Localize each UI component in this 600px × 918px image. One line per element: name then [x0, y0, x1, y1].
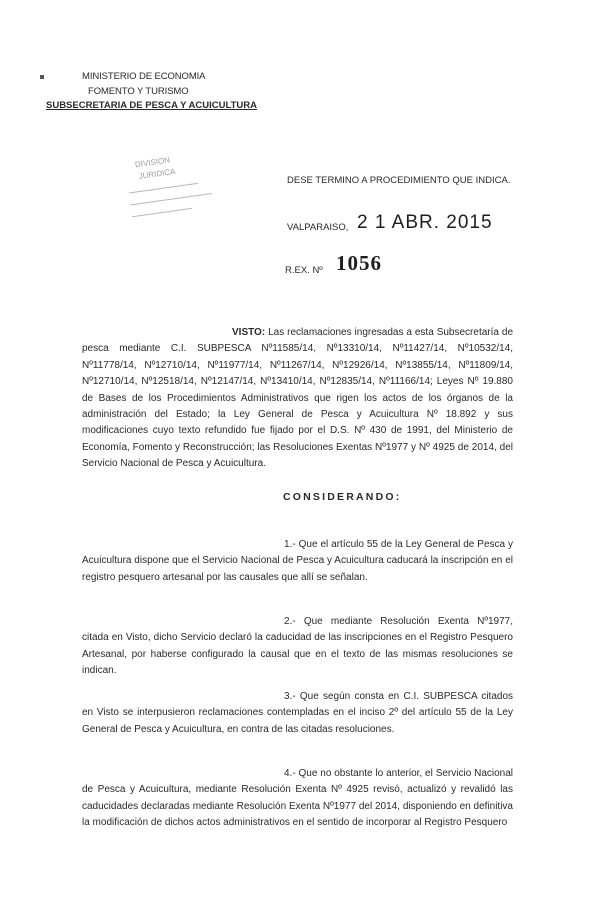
visto-paragraph [82, 325, 513, 473]
stamp-rule [129, 183, 198, 194]
item-number: 3.- [284, 691, 296, 702]
item-text: Que el artículo 55 de la Ley General de Pesca y Acuicultura dispone que el Servicio Nacional de Pesca y Acuicultura caducará la inscripción en el registro pesquero artesanal por las causales que allí se señalan. [82, 539, 514, 583]
resolution-number: 1056 [336, 251, 382, 275]
item-text: Que no obstante lo anterior, el Servicio Nacional de Pesca y Acuicultura, mediante Resolución Exenta Nº 4925 revisó, actualizó y revalidó las caducidades declaradas mediante Resolución Exenta Nº1977 del 2014, disponiendo en definitiva la modificación de dichos actos administrativos en el sentido de incorporar al Registro Pesquero [82, 768, 514, 829]
item-text: Que según consta en C.I. SUBPESCA citados en Visto se interpusieron reclamaciones contempladas en el inciso 2º del artículo 55 de la Ley General de Pesca y Acuicultura, en contra de las citadas resoluciones. [82, 691, 514, 735]
considerando-heading: CONSIDERANDO: [283, 491, 402, 503]
stamp-line-1: DIVISION [134, 155, 171, 170]
item-number: 1.- [284, 539, 296, 550]
visto-text: Las reclamaciones ingresadas a esta Subsecretaría de pesca mediante C.I. SUBPESCA Nº11585/14, Nº13310/14, Nº11427/14, Nº10532/14, Nº11778/14, Nº12710/14, Nº11977/14, Nº11267/14, Nº12926/14, Nº13855/14, Nº11809/14, Nº12710/14, Nº12518/14, Nº12147/14, Nº13410/14, Nº12835/14, Nº11166/14; Leyes Nº 19.880 de Bases de los Procedimientos Administrativos que rigen los actos de los órganos de la administración del Estado; la Ley General de Pesca y Acuicultura Nº 18.892 y sus modificaciones cuyo texto refundido fue fijado por el D.S. Nº 430 de 1991, del Ministerio de Economía, Fomento y Reconstrucción; las Resoluciones Exentas Nº1977 y Nº 4925 de 2014, del Servicio Nacional de Pesca y Acuicultura. [82, 327, 514, 470]
considerando-item-1 [82, 537, 513, 586]
visto-label: VISTO: [232, 327, 266, 338]
document-subject: DESE TERMINO A PROCEDIMIENTO QUE INDICA. [287, 175, 511, 186]
resolution-label: R.EX. Nº [285, 265, 323, 276]
item-number: 2.- [284, 616, 296, 627]
considerando-item-4 [82, 766, 513, 832]
considerando-item-3 [82, 689, 513, 738]
place-label: VALPARAISO, [287, 222, 349, 233]
division-stamp [115, 135, 235, 232]
margin-mark [40, 75, 44, 79]
item-number: 4.- [284, 768, 296, 779]
ministry-fomento: FOMENTO Y TURISMO [88, 86, 189, 97]
ministry-name: MINISTERIO DE ECONOMIA [82, 71, 206, 82]
subsecretaria-name: SUBSECRETARIA DE PESCA Y ACUICULTURA [46, 100, 257, 111]
stamp-rule [132, 208, 192, 217]
document-date: 2 1 ABR. 2015 [357, 212, 493, 233]
stamp-rule [131, 193, 212, 205]
considerando-item-2 [82, 614, 513, 680]
item-text: Que mediante Resolución Exenta Nº1977, citada en Visto, dicho Servicio declaró la caducidad de las inscripciones en el Registro Pesquero Artesanal, por haberse configurado la causal que en el texto de las mismas resoluciones se indican. [82, 616, 514, 677]
stamp-line-2: JURIDICA [138, 166, 176, 181]
